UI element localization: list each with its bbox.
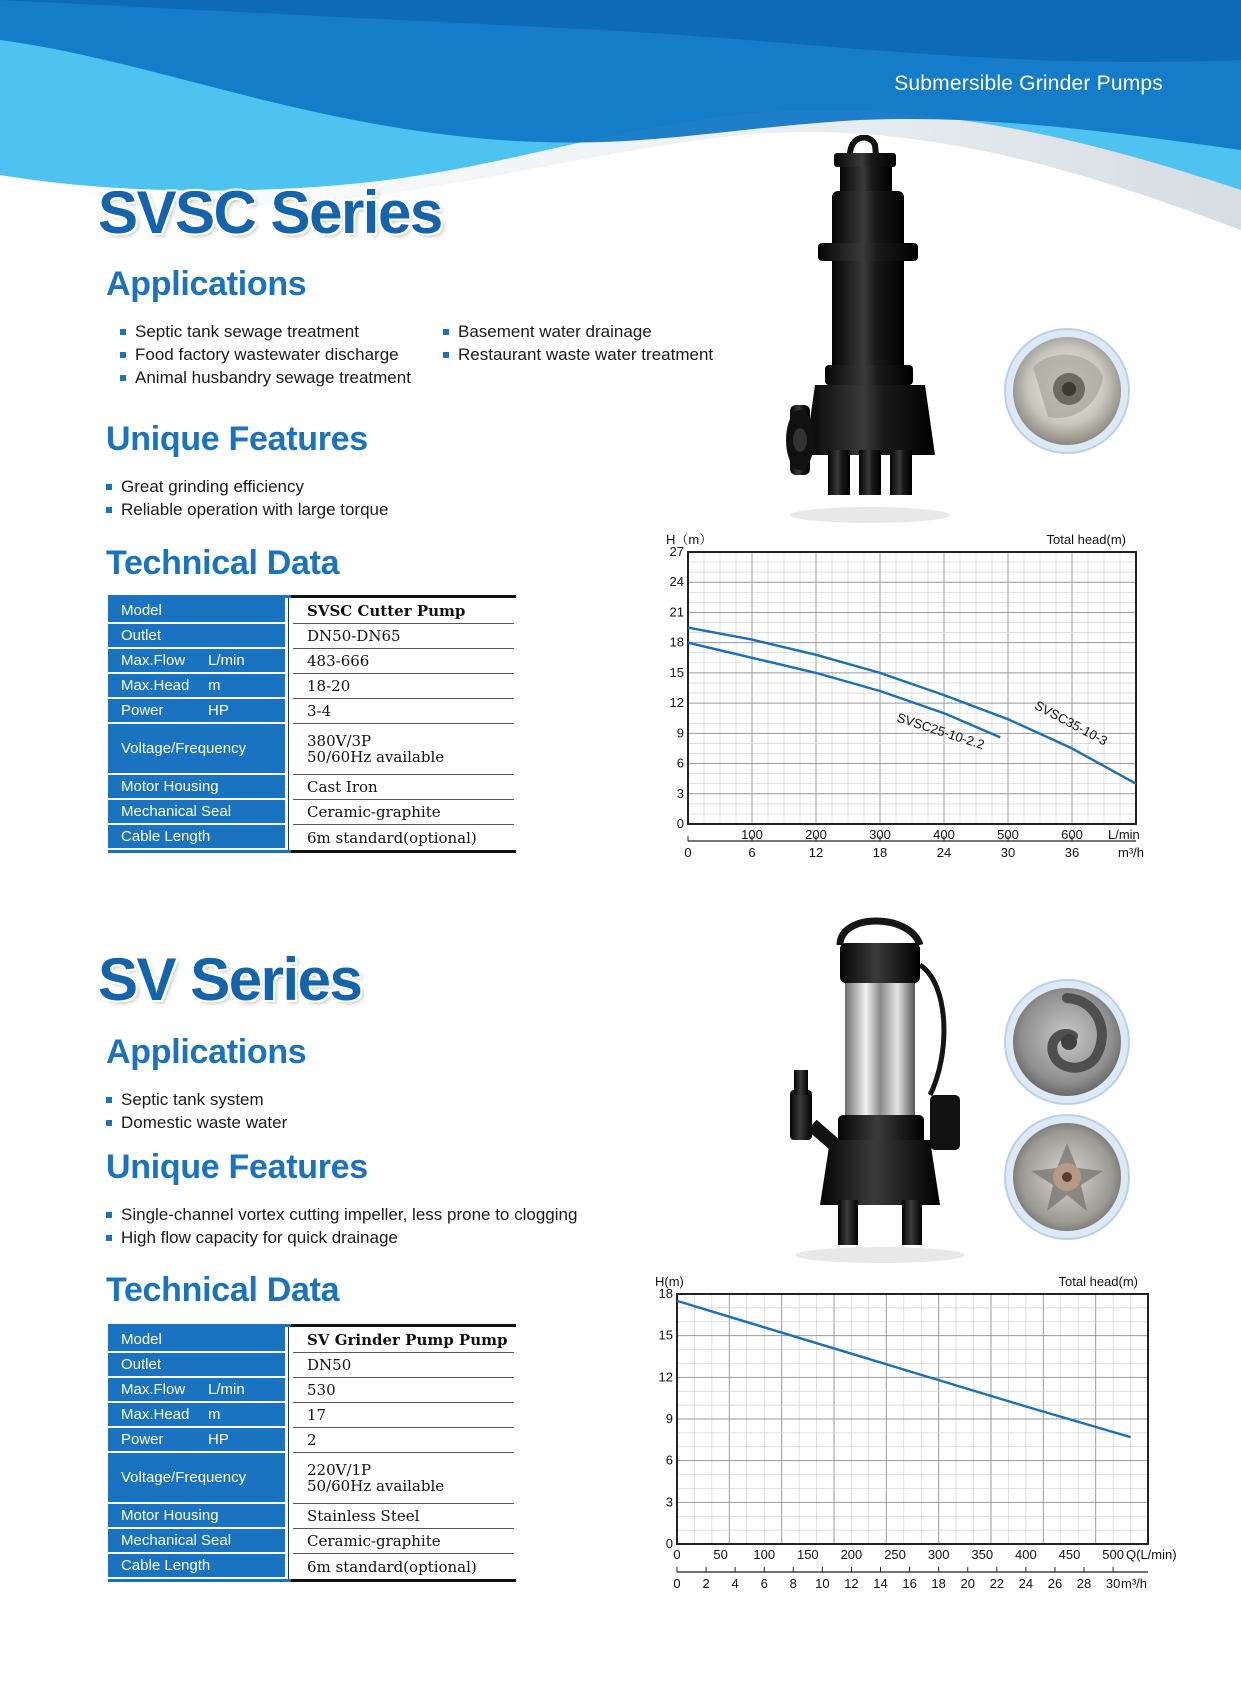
sv-applications-list [106, 1088, 287, 1134]
sv-technical-table [108, 1324, 516, 1582]
secondary-tick-label: 22 [989, 1576, 1005, 1591]
table-row: Power HP 3-4 [108, 699, 516, 724]
x-tick-label: 500 [997, 827, 1019, 842]
y-tick-label: 21 [669, 604, 684, 620]
x-tick-label: 600 [1061, 827, 1083, 842]
y-tick-label: 3 [665, 1494, 673, 1510]
sv-features-list [106, 1203, 577, 1249]
list-item: Restaurant waste water treatment [443, 343, 713, 366]
y-tick-label: 0 [665, 1536, 673, 1551]
secondary-tick-label: 24 [1018, 1576, 1034, 1591]
secondary-tick-label: 6 [748, 845, 756, 860]
sv-features-heading: Unique Features [106, 1148, 368, 1186]
list-item: Basement water drainage [443, 320, 713, 343]
table-row: Cable Length 6m standard(optional) [108, 1554, 516, 1579]
secondary-tick-label: 0 [673, 1576, 681, 1591]
list-item: Single-channel vortex cutting impeller, less prone to clogging [106, 1203, 577, 1226]
y-tick-label: 15 [669, 664, 684, 680]
table-row: Outlet DN50 [108, 1353, 516, 1378]
sv-cutter-plate-inset [1003, 1113, 1131, 1241]
x-tick-label: 400 [1015, 1547, 1037, 1562]
table-row: Mechanical Seal Ceramic-graphite [108, 800, 516, 825]
secondary-tick-label: 28 [1076, 1576, 1092, 1591]
secondary-tick-label: 16 [902, 1576, 917, 1591]
secondary-tick-label: 12 [808, 845, 824, 860]
sv-series-title: SV Series [98, 946, 362, 1013]
y-tick-label: 9 [665, 1411, 673, 1426]
table-row: Max.Head m 18-20 [108, 674, 516, 699]
secondary-tick-label: 30 [1105, 1576, 1121, 1591]
table-row: Max.Head m 17 [108, 1403, 516, 1428]
table-row: Model SV Grinder Pump Pump [108, 1327, 516, 1353]
secondary-tick-label: 4 [731, 1576, 739, 1591]
x-tick-label: 300 [869, 827, 891, 842]
sv-performance-chart [640, 1262, 1185, 1612]
x-axis-label: L/min [1108, 827, 1140, 842]
table-row: Power HP 2 [108, 1428, 516, 1453]
sv-vortex-impeller-inset [1003, 978, 1131, 1106]
secondary-tick-label: 36 [1064, 845, 1080, 860]
y-tick-label: 3 [676, 785, 684, 801]
svsc-technical-table [108, 595, 516, 853]
secondary-tick-label: 2 [702, 1576, 710, 1591]
table-row: Mechanical Seal Ceramic-graphite [108, 1529, 516, 1554]
x-tick-label: 150 [796, 1547, 819, 1562]
table-row: Outlet DN50-DN65 [108, 624, 516, 649]
x-tick-label: 200 [840, 1547, 863, 1562]
sv-applications-heading: Applications [106, 1033, 307, 1071]
secondary-tick-label: 20 [960, 1576, 975, 1591]
svsc-features-heading: Unique Features [106, 420, 368, 458]
y-axis-label: H(m) [655, 1274, 684, 1289]
y-tick-label: 6 [676, 755, 684, 771]
table-row: Max.Flow L/min 483-666 [108, 649, 516, 674]
secondary-tick-label: 26 [1047, 1576, 1063, 1591]
secondary-tick-label: 24 [936, 845, 952, 860]
y-tick-label: 6 [665, 1452, 673, 1468]
x-tick-label: 250 [884, 1547, 906, 1562]
y-tick-label: 12 [669, 695, 684, 711]
x-tick-label: 100 [753, 1547, 776, 1562]
x-tick-label: 200 [805, 827, 827, 842]
secondary-tick-label: 12 [844, 1576, 859, 1591]
svsc-applications-list-right [443, 320, 713, 366]
sv-technical-heading: Technical Data [106, 1271, 340, 1309]
y-tick-label: 0 [676, 816, 684, 831]
x-axis-label: Q(L/min) [1126, 1547, 1177, 1562]
svsc-technical-heading: Technical Data [106, 544, 340, 582]
y-tick-label: 15 [658, 1327, 673, 1343]
list-item: Animal husbandry sewage treatment [120, 366, 411, 389]
x-tick-label: 0 [673, 1547, 681, 1562]
header-category-tag: Submersible Grinder Pumps [894, 72, 1163, 95]
y-tick-label: 18 [658, 1286, 673, 1301]
secondary-tick-label: 30 [1000, 845, 1016, 860]
secondary-axis-label: m³/h [1121, 1576, 1147, 1591]
y-tick-label: 27 [669, 544, 684, 559]
list-item: Food factory wastewater discharge [120, 343, 411, 366]
list-item: Septic tank sewage treatment [120, 320, 411, 343]
chart-title: Total head(m) [1058, 1274, 1138, 1289]
chart-title: Total head(m) [1046, 532, 1126, 547]
svsc-series-title: SVSC Series [98, 179, 442, 246]
secondary-tick-label: 6 [760, 1576, 768, 1591]
sv-pump-photo [780, 905, 980, 1265]
y-tick-label: 24 [669, 574, 684, 590]
x-tick-label: 400 [933, 827, 955, 842]
svsc-performance-chart [640, 525, 1160, 887]
secondary-tick-label: 10 [815, 1576, 830, 1591]
secondary-tick-label: 14 [873, 1576, 888, 1591]
svsc-impeller-inset [1003, 327, 1131, 455]
x-tick-label: 100 [741, 827, 763, 842]
table-row: Voltage/Frequency 220V/1P 50/60Hz available [108, 1453, 516, 1504]
table-row: Motor Housing Stainless Steel [108, 1504, 516, 1529]
series-label: SVSC25-10-2.2 [895, 709, 987, 753]
svsc-features-list [106, 475, 388, 521]
x-tick-label: 450 [1058, 1547, 1081, 1562]
x-tick-label: 500 [1102, 1547, 1124, 1562]
secondary-tick-label: 0 [684, 845, 692, 860]
svsc-pump-photo [770, 135, 970, 525]
series-label: SVSC35-10-3 [1032, 697, 1111, 749]
secondary-tick-label: 18 [872, 845, 888, 860]
list-item: Domestic waste water [106, 1111, 287, 1134]
x-tick-label: 350 [971, 1547, 994, 1562]
x-tick-label: 300 [927, 1547, 950, 1562]
x-tick-label: 50 [713, 1547, 728, 1562]
list-item: High flow capacity for quick drainage [106, 1226, 577, 1249]
secondary-axis-label: m³/h [1118, 845, 1144, 860]
svsc-applications-list-left [120, 320, 411, 389]
table-row: Motor Housing Cast Iron [108, 775, 516, 800]
list-item: Septic tank system [106, 1088, 287, 1111]
table-row: Model SVSC Cutter Pump [108, 598, 516, 624]
secondary-tick-label: 18 [931, 1576, 946, 1591]
y-axis-label: H（m） [666, 532, 713, 547]
table-row: Voltage/Frequency 380V/3P 50/60Hz available [108, 724, 516, 775]
y-tick-label: 18 [669, 634, 684, 650]
table-row: Cable Length 6m standard(optional) [108, 825, 516, 850]
table-row: Max.Flow L/min 530 [108, 1378, 516, 1403]
list-item: Great grinding efficiency [106, 475, 388, 498]
y-tick-label: 12 [658, 1369, 673, 1385]
y-tick-label: 9 [676, 725, 684, 741]
secondary-tick-label: 8 [789, 1576, 797, 1591]
svsc-applications-heading: Applications [106, 265, 307, 303]
list-item: Reliable operation with large torque [106, 498, 388, 521]
